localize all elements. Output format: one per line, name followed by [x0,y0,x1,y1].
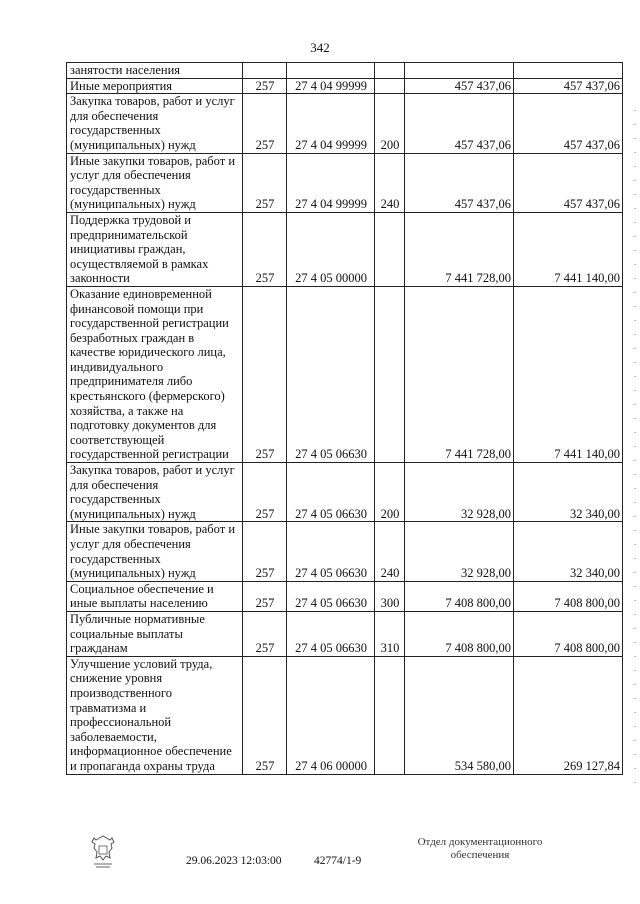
cell-name: Поддержка трудовой и предпринимательской инициативы граждан, осуществляемой в рамках законности [67,212,243,286]
cell-ved: 257 [243,286,287,462]
table-row [67,581,623,611]
cell-vr: 310 [375,611,405,656]
cell-csr: 27 4 05 06630 [287,463,375,522]
table-row [67,94,623,153]
cell-sum-2024: 269 127,84 [514,656,623,774]
cell-sum-2023: 534 580,00 [405,656,514,774]
cell-sum-2024: 457 437,06 [514,78,623,94]
cell-name: Иные закупки товаров, работ и услуг для обеспечения государственных (муниципальных) нужд [67,522,243,581]
cell-vr: 200 [375,94,405,153]
cell-csr: 27 4 04 99999 [287,153,375,212]
cell-sum-2024: 457 437,06 [514,153,623,212]
cell-ved: 257 [243,581,287,611]
cell-sum-2024 [514,63,623,79]
cell-ved: 257 [243,463,287,522]
cell-ved: 257 [243,212,287,286]
cell-csr: 27 4 04 99999 [287,94,375,153]
cell-sum-2023 [405,63,514,79]
cell-sum-2023: 457 437,06 [405,94,514,153]
cell-csr: 27 4 05 06630 [287,581,375,611]
table-row [67,611,623,656]
cell-name: Публичные нормативные социальные выплаты гражданам [67,611,243,656]
cell-vr [375,286,405,462]
cell-ved: 257 [243,522,287,581]
cell-ved [243,63,287,79]
cell-sum-2024: 7 408 800,00 [514,611,623,656]
cell-vr [375,78,405,94]
cell-csr: 27 4 06 00000 [287,656,375,774]
table-row [67,153,623,212]
table-row [67,78,623,94]
cell-csr: 27 4 05 00000 [287,212,375,286]
cell-ved: 257 [243,94,287,153]
cell-name: Закупка товаров, работ и услуг для обеспечения государственных (муниципальных) нужд [67,94,243,153]
cell-vr: 200 [375,463,405,522]
page-footer [0,828,640,904]
department-stamp [400,836,560,862]
cell-name: Закупка товаров, работ и услуг для обеспечения государственных (муниципальных) нужд [67,463,243,522]
cell-sum-2023: 7 441 728,00 [405,286,514,462]
cell-csr: 27 4 04 99999 [287,78,375,94]
cell-sum-2023: 457 437,06 [405,153,514,212]
table-row [67,63,623,79]
cell-sum-2023: 32 928,00 [405,522,514,581]
cell-vr: 300 [375,581,405,611]
cell-vr [375,63,405,79]
cell-vr: 240 [375,153,405,212]
cell-sum-2023: 7 408 800,00 [405,611,514,656]
cell-vr [375,212,405,286]
stamp-line-2: обеспечения [450,849,510,861]
cell-sum-2024: 32 340,00 [514,463,623,522]
budget-table-body [67,63,623,775]
cell-vr: 240 [375,522,405,581]
table-row [67,463,623,522]
cell-sum-2023: 7 441 728,00 [405,212,514,286]
cell-csr: 27 4 05 06630 [287,522,375,581]
cell-ved: 257 [243,656,287,774]
cell-csr [287,63,375,79]
cell-name: Улучшение условий труда, снижение уровня производственного травматизма и профессиональной заболеваемости, информационное обеспечение и пропаганда охраны труда [67,656,243,774]
cell-sum-2024: 7 441 140,00 [514,212,623,286]
cell-sum-2023: 457 437,06 [405,78,514,94]
footer-doc-number: 42774/1-9 [314,855,362,867]
table-row [67,522,623,581]
page-number: 342 [310,40,330,55]
budget-table [66,62,623,775]
table-row [67,656,623,774]
cell-name: Иные мероприятия [67,78,243,94]
cell-name: Иные закупки товаров, работ и услуг для обеспечения государственных (муниципальных) нужд [67,153,243,212]
cell-csr: 27 4 05 06630 [287,286,375,462]
cell-ved: 257 [243,611,287,656]
stamp-line-1: Отдел документационного [417,836,543,848]
cell-name: Социальное обеспечение и иные выплаты населению [67,581,243,611]
cell-vr [375,656,405,774]
cell-csr: 27 4 05 06630 [287,611,375,656]
table-row [67,286,623,462]
cell-sum-2024: 7 408 800,00 [514,581,623,611]
cell-sum-2024: 7 441 140,00 [514,286,623,462]
cell-sum-2023: 32 928,00 [405,463,514,522]
cell-name: занятости населения [67,63,243,79]
scan-margin-marks [634,110,636,790]
cell-sum-2024: 32 340,00 [514,522,623,581]
cell-ved: 257 [243,153,287,212]
cell-name: Оказание единовременной финансовой помощи при государственной регистрации безработных граждан в качестве юридического лица, индивидуального предпринимателя либо крестьянского (фермерского) хозяйства, а также на подготовку документов для соответствующей государственной регистрации [67,286,243,462]
table-row [67,212,623,286]
footer-datetime: 29.06.2023 12:03:00 [186,855,282,867]
coat-of-arms-icon [88,834,118,870]
cell-ved: 257 [243,78,287,94]
cell-sum-2023: 7 408 800,00 [405,581,514,611]
cell-sum-2024: 457 437,06 [514,94,623,153]
